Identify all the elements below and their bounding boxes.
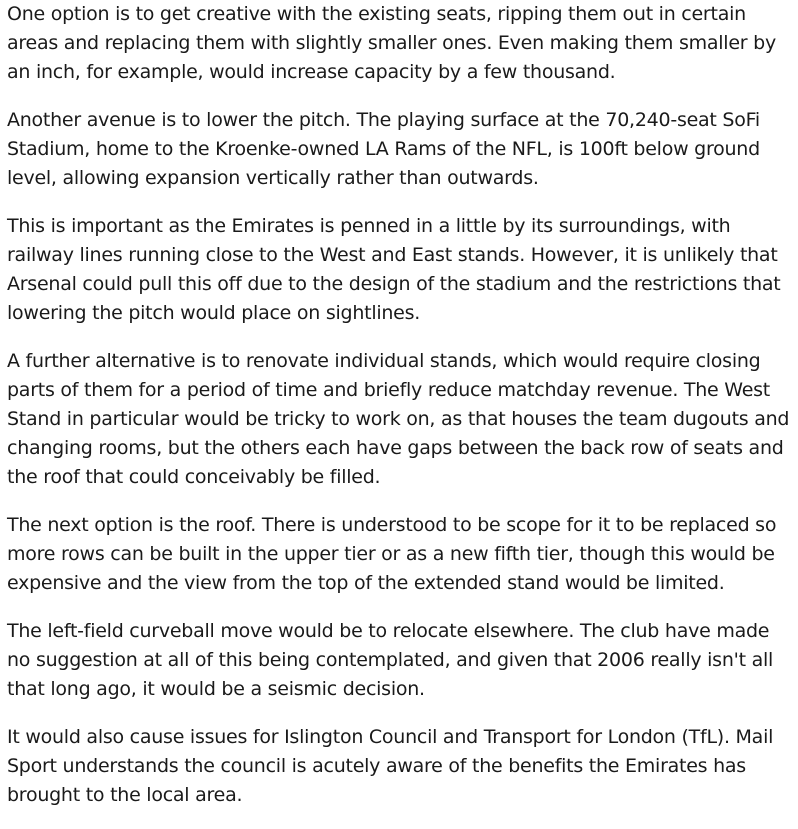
paragraph-4: A further alternative is to renovate individual stands, which would require closing parts of them for a period of time and briefly reduce matchday revenue. The West Stand in particular would be tricky to work on, as that houses the team dugouts and changing rooms, but the others each have gaps between the back row of seats and the roof that could conceivably be filled.	[7, 350, 790, 488]
article-body	[7, 0, 796, 829]
paragraph-7: It would also cause issues for Islington Council and Transport for London (TfL). Mail Sport understands the council is acutely aware of the benefits the Emirates has brought to the local area.	[7, 726, 774, 806]
paragraph-5: The next option is the roof. There is understood to be scope for it to be replaced so more rows can be built in the upper tier or as a new fifth tier, though this would be expensive and the view from the top of the extended stand would be limited.	[7, 514, 777, 594]
paragraph-2: Another avenue is to lower the pitch. The playing surface at the 70,240-seat SoFi Stadium, home to the Kroenke-owned LA Rams of the NFL, is 100ft below ground level, allowing expansion vertically rather than outwards.	[7, 109, 760, 189]
paragraph-1: One option is to get creative with the existing seats, ripping them out in certain areas and replacing them with slightly smaller ones. Even making them smaller by an inch, for example, would increase capacity by a few thousand.	[7, 3, 776, 83]
paragraph-3: This is important as the Emirates is penned in a little by its surroundings, with railway lines running close to the West and East stands. However, it is unlikely that Arsenal could pull this off due to the design of the stadium and the restrictions that lowering the pitch would place on sightlines.	[7, 215, 781, 324]
paragraph-6: The left-field curveball move would be to relocate elsewhere. The club have made no suggestion at all of this being contemplated, and given that 2006 really isn't all that long ago, it would be a seismic decision.	[7, 620, 774, 700]
